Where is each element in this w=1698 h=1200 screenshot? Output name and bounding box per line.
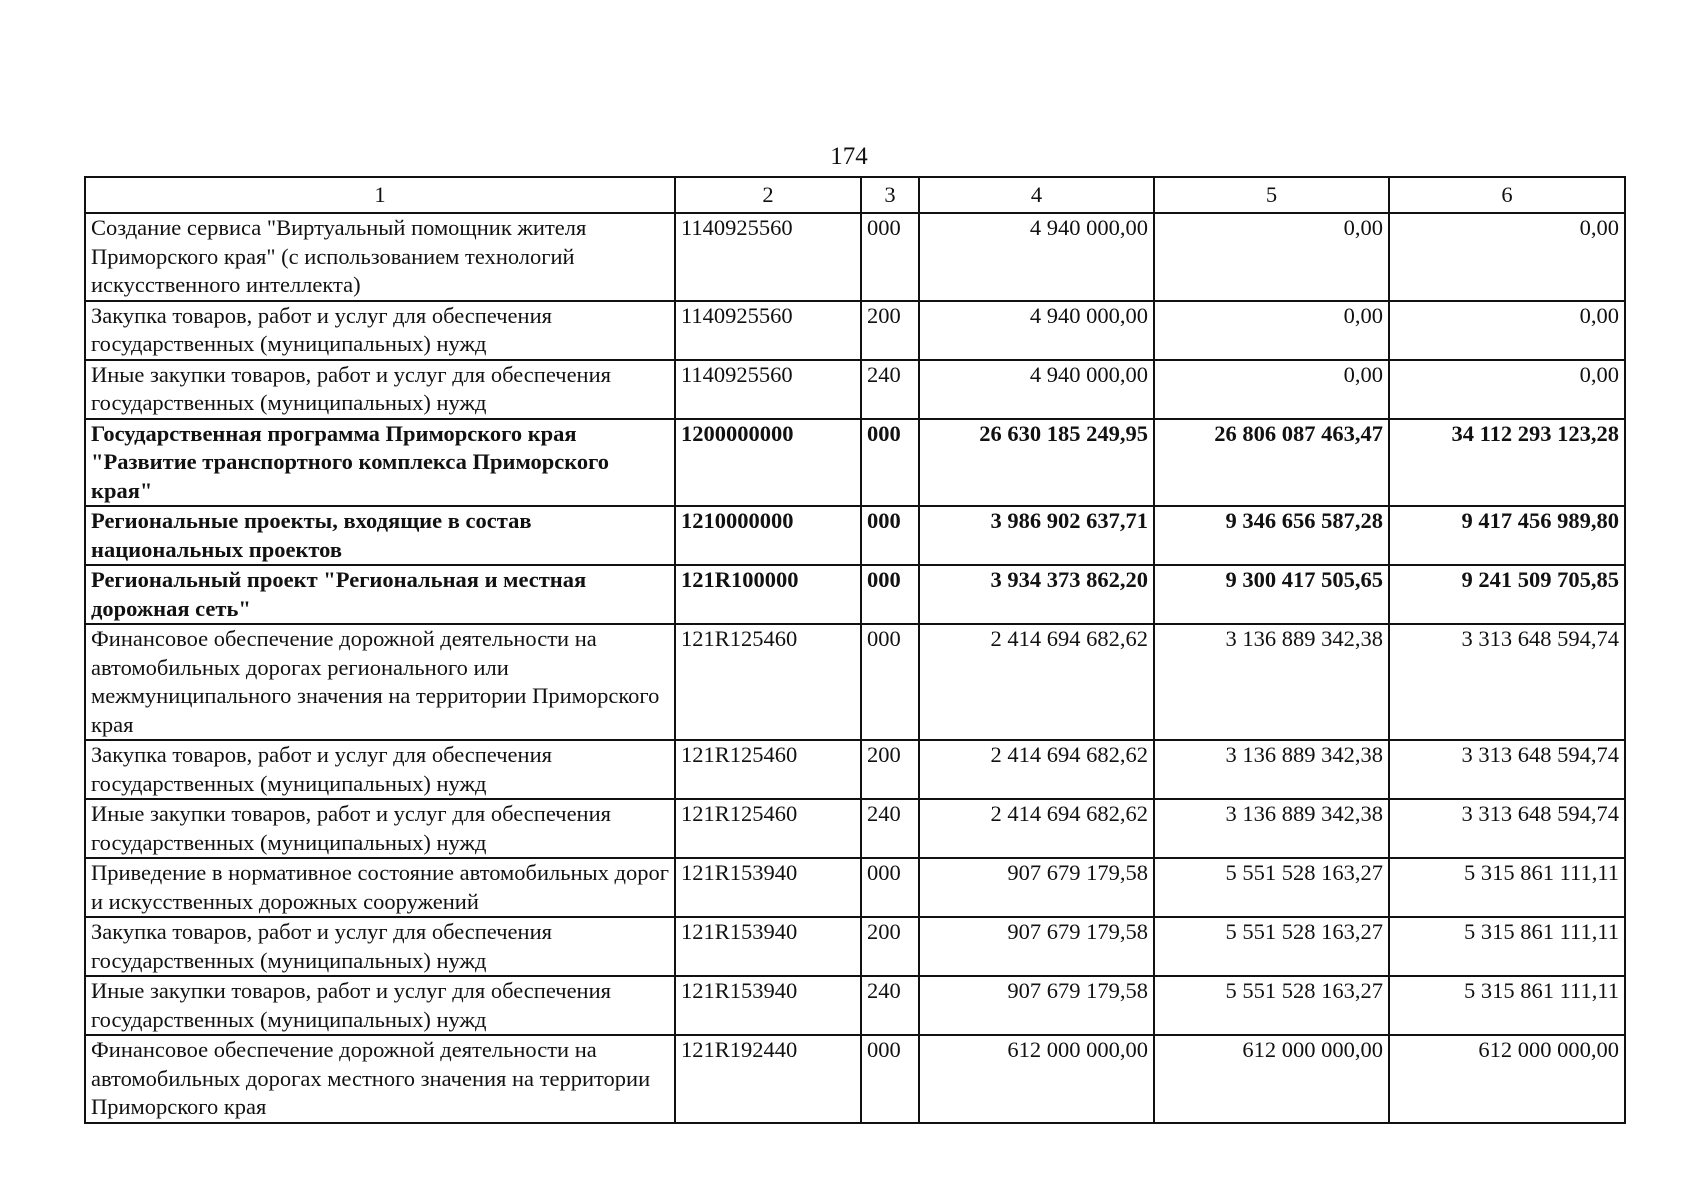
row-value-6: 3 313 648 594,74 [1389, 799, 1625, 858]
row-value-5: 0,00 [1154, 301, 1389, 360]
row-value-5: 9 300 417 505,65 [1154, 565, 1389, 624]
row-value-5: 0,00 [1154, 213, 1389, 301]
row-value-4: 26 630 185 249,95 [919, 419, 1154, 507]
row-code: 1200000000 [675, 419, 861, 507]
header-row [85, 177, 1625, 213]
row-name: Закупка товаров, работ и услуг для обеспечения государственных (муниципальных) нужд [85, 917, 675, 976]
row-value-4: 907 679 179,58 [919, 917, 1154, 976]
row-type: 000 [861, 565, 919, 624]
table-row [85, 799, 1625, 858]
row-value-5: 612 000 000,00 [1154, 1035, 1389, 1123]
table-row [85, 360, 1625, 419]
row-value-6: 5 315 861 111,11 [1389, 917, 1625, 976]
row-value-6: 612 000 000,00 [1389, 1035, 1625, 1123]
row-value-6: 9 417 456 989,80 [1389, 506, 1625, 565]
row-name: Создание сервиса "Виртуальный помощник жителя Приморского края" (с использованием технологий искусственного интеллекта) [85, 213, 675, 301]
row-name: Региональные проекты, входящие в состав национальных проектов [85, 506, 675, 565]
row-name: Иные закупки товаров, работ и услуг для обеспечения государственных (муниципальных) нужд [85, 360, 675, 419]
table-row [85, 213, 1625, 301]
table-row [85, 976, 1625, 1035]
row-code: 121R192440 [675, 1035, 861, 1123]
row-type: 000 [861, 624, 919, 740]
row-value-5: 0,00 [1154, 360, 1389, 419]
row-code: 121R100000 [675, 565, 861, 624]
row-code: 121R153940 [675, 976, 861, 1035]
row-name: Приведение в нормативное состояние автомобильных дорог и искусственных дорожных сооружений [85, 858, 675, 917]
table-row [85, 419, 1625, 507]
table-row [85, 301, 1625, 360]
row-type: 000 [861, 858, 919, 917]
column-header: 5 [1154, 177, 1389, 213]
row-value-6: 0,00 [1389, 360, 1625, 419]
row-value-4: 907 679 179,58 [919, 858, 1154, 917]
row-name: Региональный проект "Региональная и местная дорожная сеть" [85, 565, 675, 624]
column-header: 3 [861, 177, 919, 213]
table-row [85, 740, 1625, 799]
row-value-4: 4 940 000,00 [919, 213, 1154, 301]
column-header: 1 [85, 177, 675, 213]
column-header: 6 [1389, 177, 1625, 213]
row-code: 121R125460 [675, 740, 861, 799]
row-name: Иные закупки товаров, работ и услуг для обеспечения государственных (муниципальных) нужд [85, 799, 675, 858]
column-header: 2 [675, 177, 861, 213]
row-type: 240 [861, 976, 919, 1035]
row-value-4: 907 679 179,58 [919, 976, 1154, 1035]
row-value-5: 3 136 889 342,38 [1154, 624, 1389, 740]
row-type: 000 [861, 213, 919, 301]
row-name: Закупка товаров, работ и услуг для обеспечения государственных (муниципальных) нужд [85, 301, 675, 360]
row-code: 1140925560 [675, 360, 861, 419]
row-value-6: 5 315 861 111,11 [1389, 858, 1625, 917]
row-name: Иные закупки товаров, работ и услуг для обеспечения государственных (муниципальных) нужд [85, 976, 675, 1035]
row-code: 121R125460 [675, 799, 861, 858]
row-type: 240 [861, 360, 919, 419]
row-value-4: 2 414 694 682,62 [919, 624, 1154, 740]
table-row [85, 506, 1625, 565]
table-row [85, 1035, 1625, 1123]
row-type: 200 [861, 917, 919, 976]
row-value-5: 5 551 528 163,27 [1154, 858, 1389, 917]
row-name: Финансовое обеспечение дорожной деятельности на автомобильных дорогах местного значения на территории Приморского края [85, 1035, 675, 1123]
row-name: Государственная программа Приморского края "Развитие транспортного комплекса Приморского края" [85, 419, 675, 507]
row-value-6: 9 241 509 705,85 [1389, 565, 1625, 624]
row-value-4: 4 940 000,00 [919, 360, 1154, 419]
row-type: 000 [861, 1035, 919, 1123]
row-type: 200 [861, 740, 919, 799]
table-row [85, 624, 1625, 740]
table-row [85, 858, 1625, 917]
budget-table [84, 176, 1626, 1124]
row-code: 1140925560 [675, 301, 861, 360]
row-value-5: 9 346 656 587,28 [1154, 506, 1389, 565]
row-code: 1140925560 [675, 213, 861, 301]
row-type: 000 [861, 419, 919, 507]
row-code: 121R153940 [675, 917, 861, 976]
row-value-6: 0,00 [1389, 213, 1625, 301]
row-value-6: 3 313 648 594,74 [1389, 740, 1625, 799]
row-value-6: 3 313 648 594,74 [1389, 624, 1625, 740]
row-value-4: 2 414 694 682,62 [919, 740, 1154, 799]
row-value-6: 34 112 293 123,28 [1389, 419, 1625, 507]
row-code: 1210000000 [675, 506, 861, 565]
row-value-6: 0,00 [1389, 301, 1625, 360]
page-number: 174 [830, 143, 868, 170]
table-row [85, 917, 1625, 976]
row-code: 121R153940 [675, 858, 861, 917]
row-value-4: 3 934 373 862,20 [919, 565, 1154, 624]
column-header: 4 [919, 177, 1154, 213]
row-value-5: 5 551 528 163,27 [1154, 917, 1389, 976]
row-type: 000 [861, 506, 919, 565]
row-value-6: 5 315 861 111,11 [1389, 976, 1625, 1035]
row-value-5: 5 551 528 163,27 [1154, 976, 1389, 1035]
row-type: 200 [861, 301, 919, 360]
row-value-5: 26 806 087 463,47 [1154, 419, 1389, 507]
row-name: Закупка товаров, работ и услуг для обеспечения государственных (муниципальных) нужд [85, 740, 675, 799]
row-value-4: 2 414 694 682,62 [919, 799, 1154, 858]
row-value-5: 3 136 889 342,38 [1154, 740, 1389, 799]
row-value-4: 612 000 000,00 [919, 1035, 1154, 1123]
row-code: 121R125460 [675, 624, 861, 740]
row-value-4: 3 986 902 637,71 [919, 506, 1154, 565]
table-row [85, 565, 1625, 624]
row-type: 240 [861, 799, 919, 858]
row-value-4: 4 940 000,00 [919, 301, 1154, 360]
row-name: Финансовое обеспечение дорожной деятельности на автомобильных дорогах регионального или межмуниципального значения на территории Приморского края [85, 624, 675, 740]
row-value-5: 3 136 889 342,38 [1154, 799, 1389, 858]
